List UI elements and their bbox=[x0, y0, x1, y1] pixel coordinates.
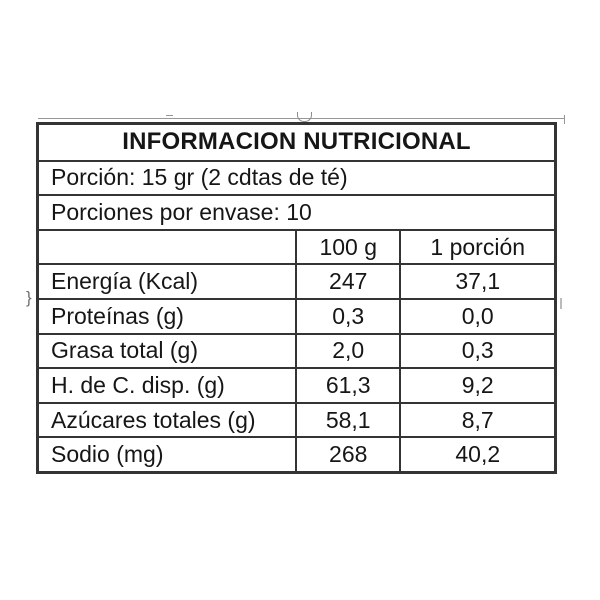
value-per-100g: 2,0 bbox=[295, 335, 400, 368]
table-title-row bbox=[39, 125, 554, 160]
nutrient-label: Sodio (mg) bbox=[51, 441, 164, 468]
value-per-serving: 0,0 bbox=[399, 300, 554, 333]
column-header-row bbox=[39, 229, 554, 264]
servings-row bbox=[39, 194, 554, 229]
table-title: INFORMACION NUTRICIONAL bbox=[122, 128, 471, 156]
servings-text: Porciones por envase: 10 bbox=[51, 198, 312, 225]
nutrient-label: H. de C. disp. (g) bbox=[51, 372, 225, 399]
nutrient-label: Proteínas (g) bbox=[51, 302, 184, 329]
value-per-serving: 0,3 bbox=[399, 335, 554, 368]
table-row-energia bbox=[39, 263, 554, 298]
scan-artifact-notch bbox=[297, 112, 312, 122]
column-header-per-serving: 1 porción bbox=[399, 231, 554, 264]
value-per-serving: 40,2 bbox=[399, 438, 554, 471]
table-row-sodio bbox=[39, 436, 554, 471]
scan-artifact-dash bbox=[166, 115, 173, 116]
table-row-h-de-c bbox=[39, 367, 554, 402]
value-per-100g: 268 bbox=[295, 438, 400, 471]
nutrient-label: Grasa total (g) bbox=[51, 337, 198, 364]
nutrient-label: Energía (Kcal) bbox=[51, 268, 199, 295]
table-row-proteinas bbox=[39, 298, 554, 333]
scan-artifact-end-tick bbox=[564, 115, 565, 124]
portion-row bbox=[39, 160, 554, 195]
value-per-serving: 8,7 bbox=[399, 404, 554, 437]
table-row-grasa-total bbox=[39, 333, 554, 368]
value-per-serving: 37,1 bbox=[399, 265, 554, 298]
value-per-100g: 247 bbox=[295, 265, 400, 298]
column-header-empty bbox=[39, 231, 295, 264]
scan-artifact-brace: } bbox=[26, 288, 32, 307]
column-header-per-100g: 100 g bbox=[295, 231, 400, 264]
value-per-100g: 58,1 bbox=[295, 404, 400, 437]
value-per-100g: 0,3 bbox=[295, 300, 400, 333]
value-per-serving: 9,2 bbox=[399, 369, 554, 402]
nutrition-table bbox=[36, 122, 557, 474]
nutrient-label: Azúcares totales (g) bbox=[51, 406, 256, 433]
portion-text: Porción: 15 gr (2 cdtas de té) bbox=[51, 164, 348, 191]
value-per-100g: 61,3 bbox=[295, 369, 400, 402]
table-row-azucares bbox=[39, 402, 554, 437]
scan-artifact-right-dash bbox=[560, 298, 562, 309]
